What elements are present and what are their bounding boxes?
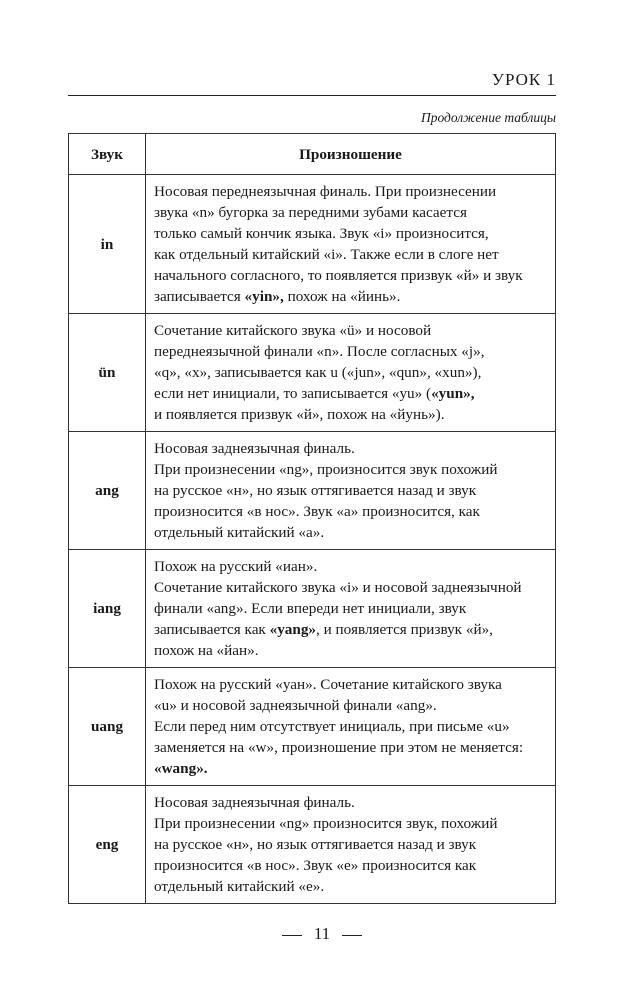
column-header-sound: Звук — [69, 134, 146, 175]
pronunciation-line: Если перед ним отсутствует инициаль, при письме «u» — [154, 718, 510, 735]
table-row — [69, 432, 556, 550]
pronunciation-cell — [146, 175, 556, 314]
table-row — [69, 314, 556, 432]
pronunciation-line: на русское «н», но язык оттягивается назад и звук — [154, 482, 477, 499]
pronunciation-line: отдельный китайский «e». — [154, 878, 325, 895]
pronunciation-line: Похож на русский «иан». — [154, 558, 318, 575]
sound-cell: uang — [69, 668, 146, 786]
pronunciation-cell — [146, 668, 556, 786]
pronunciation-line: начального согласного, то появляется призвук «й» и звук — [154, 267, 523, 284]
table-row — [69, 550, 556, 668]
sound-cell: iang — [69, 550, 146, 668]
pronunciation-line: При произнесении «ng», произносится звук похожий — [154, 461, 498, 478]
pronunciation-line: похож на «йан». — [154, 642, 259, 659]
pronunciation-line: как отдельный китайский «i». Также если в слоге нет — [154, 246, 499, 263]
pronunciation-cell — [146, 314, 556, 432]
pronunciation-line: Носовая переднеязычная финаль. При произнесении — [154, 183, 497, 200]
table-row — [69, 668, 556, 786]
pronunciation-line: если нет инициали, то записывается «yu» («yun», — [154, 385, 475, 402]
page-footer — [0, 924, 644, 944]
pronunciation-line — [154, 758, 547, 779]
pronunciation-line: звука «n» бугорка за передними зубами касается — [154, 204, 467, 221]
pronunciation-line: финали «ang». Если впереди нет инициали, звук — [154, 600, 467, 617]
pronunciation-line: заменяется на «w», произношение при этом не меняется: — [154, 739, 524, 756]
pronunciation-line: Сочетание китайского звука «ü» и носовой — [154, 322, 432, 339]
sound-cell: eng — [69, 786, 146, 904]
pronunciation-cell — [146, 786, 556, 904]
table-header-row — [69, 134, 556, 175]
pronunciation-line: и появляется призвук «й», похож на «йунь»). — [154, 406, 445, 423]
page-number: 11 — [313, 924, 331, 943]
footer-dash-right — [342, 935, 362, 936]
pronunciation-line: Носовая заднеязычная финаль. — [154, 794, 355, 811]
pronunciation-line: «u» и носовой заднеязычной финали «ang». — [154, 697, 437, 714]
pronunciation-line: «q», «x», записывается как u («jun», «qun», «xun»), — [154, 364, 482, 381]
pronunciation-line: При произнесении «ng» произносится звук, похожий — [154, 815, 498, 832]
pronunciation-line: отдельный китайский «a». — [154, 524, 325, 541]
sound-cell: ün — [69, 314, 146, 432]
pronunciation-line: произносится «в нос». Звук «a» произносится, как — [154, 503, 480, 520]
bold-pinyin: «wang». — [154, 760, 208, 777]
pronunciation-line: переднеязычной финали «n». После согласных «j», — [154, 343, 485, 360]
header-rule — [68, 95, 556, 96]
bold-pinyin: «yin», — [244, 288, 284, 305]
bold-pinyin: «yun», — [431, 385, 475, 402]
table-row — [69, 175, 556, 314]
pronunciation-line: только самый кончик языка. Звук «i» произносится, — [154, 225, 489, 242]
bold-pinyin: «yang» — [269, 621, 317, 638]
pronunciation-line: произносится «в нос». Звук «e» произносится как — [154, 857, 477, 874]
pronunciation-table — [68, 133, 556, 904]
footer-dash-left — [282, 935, 302, 936]
table-continuation-note: Продолжение таблицы — [420, 110, 556, 125]
pronunciation-cell — [146, 550, 556, 668]
running-header: УРОК 1 — [491, 70, 556, 89]
column-header-pronunciation: Произношение — [146, 134, 556, 175]
sound-cell: in — [69, 175, 146, 314]
pronunciation-cell — [146, 432, 556, 550]
pronunciation-line: Похож на русский «уан». Сочетание китайского звука — [154, 676, 502, 693]
pronunciation-line: на русское «н», но язык оттягивается назад и звук — [154, 836, 477, 853]
pronunciation-line: Сочетание китайского звука «i» и носовой заднеязычной — [154, 579, 522, 596]
table-row — [69, 786, 556, 904]
pronunciation-line: записывается как «yang», и появляется призвук «й», — [154, 621, 493, 638]
sound-cell: ang — [69, 432, 146, 550]
pronunciation-line: Носовая заднеязычная финаль. — [154, 440, 355, 457]
pronunciation-line: записывается «yin», похож на «йинь». — [154, 288, 401, 305]
